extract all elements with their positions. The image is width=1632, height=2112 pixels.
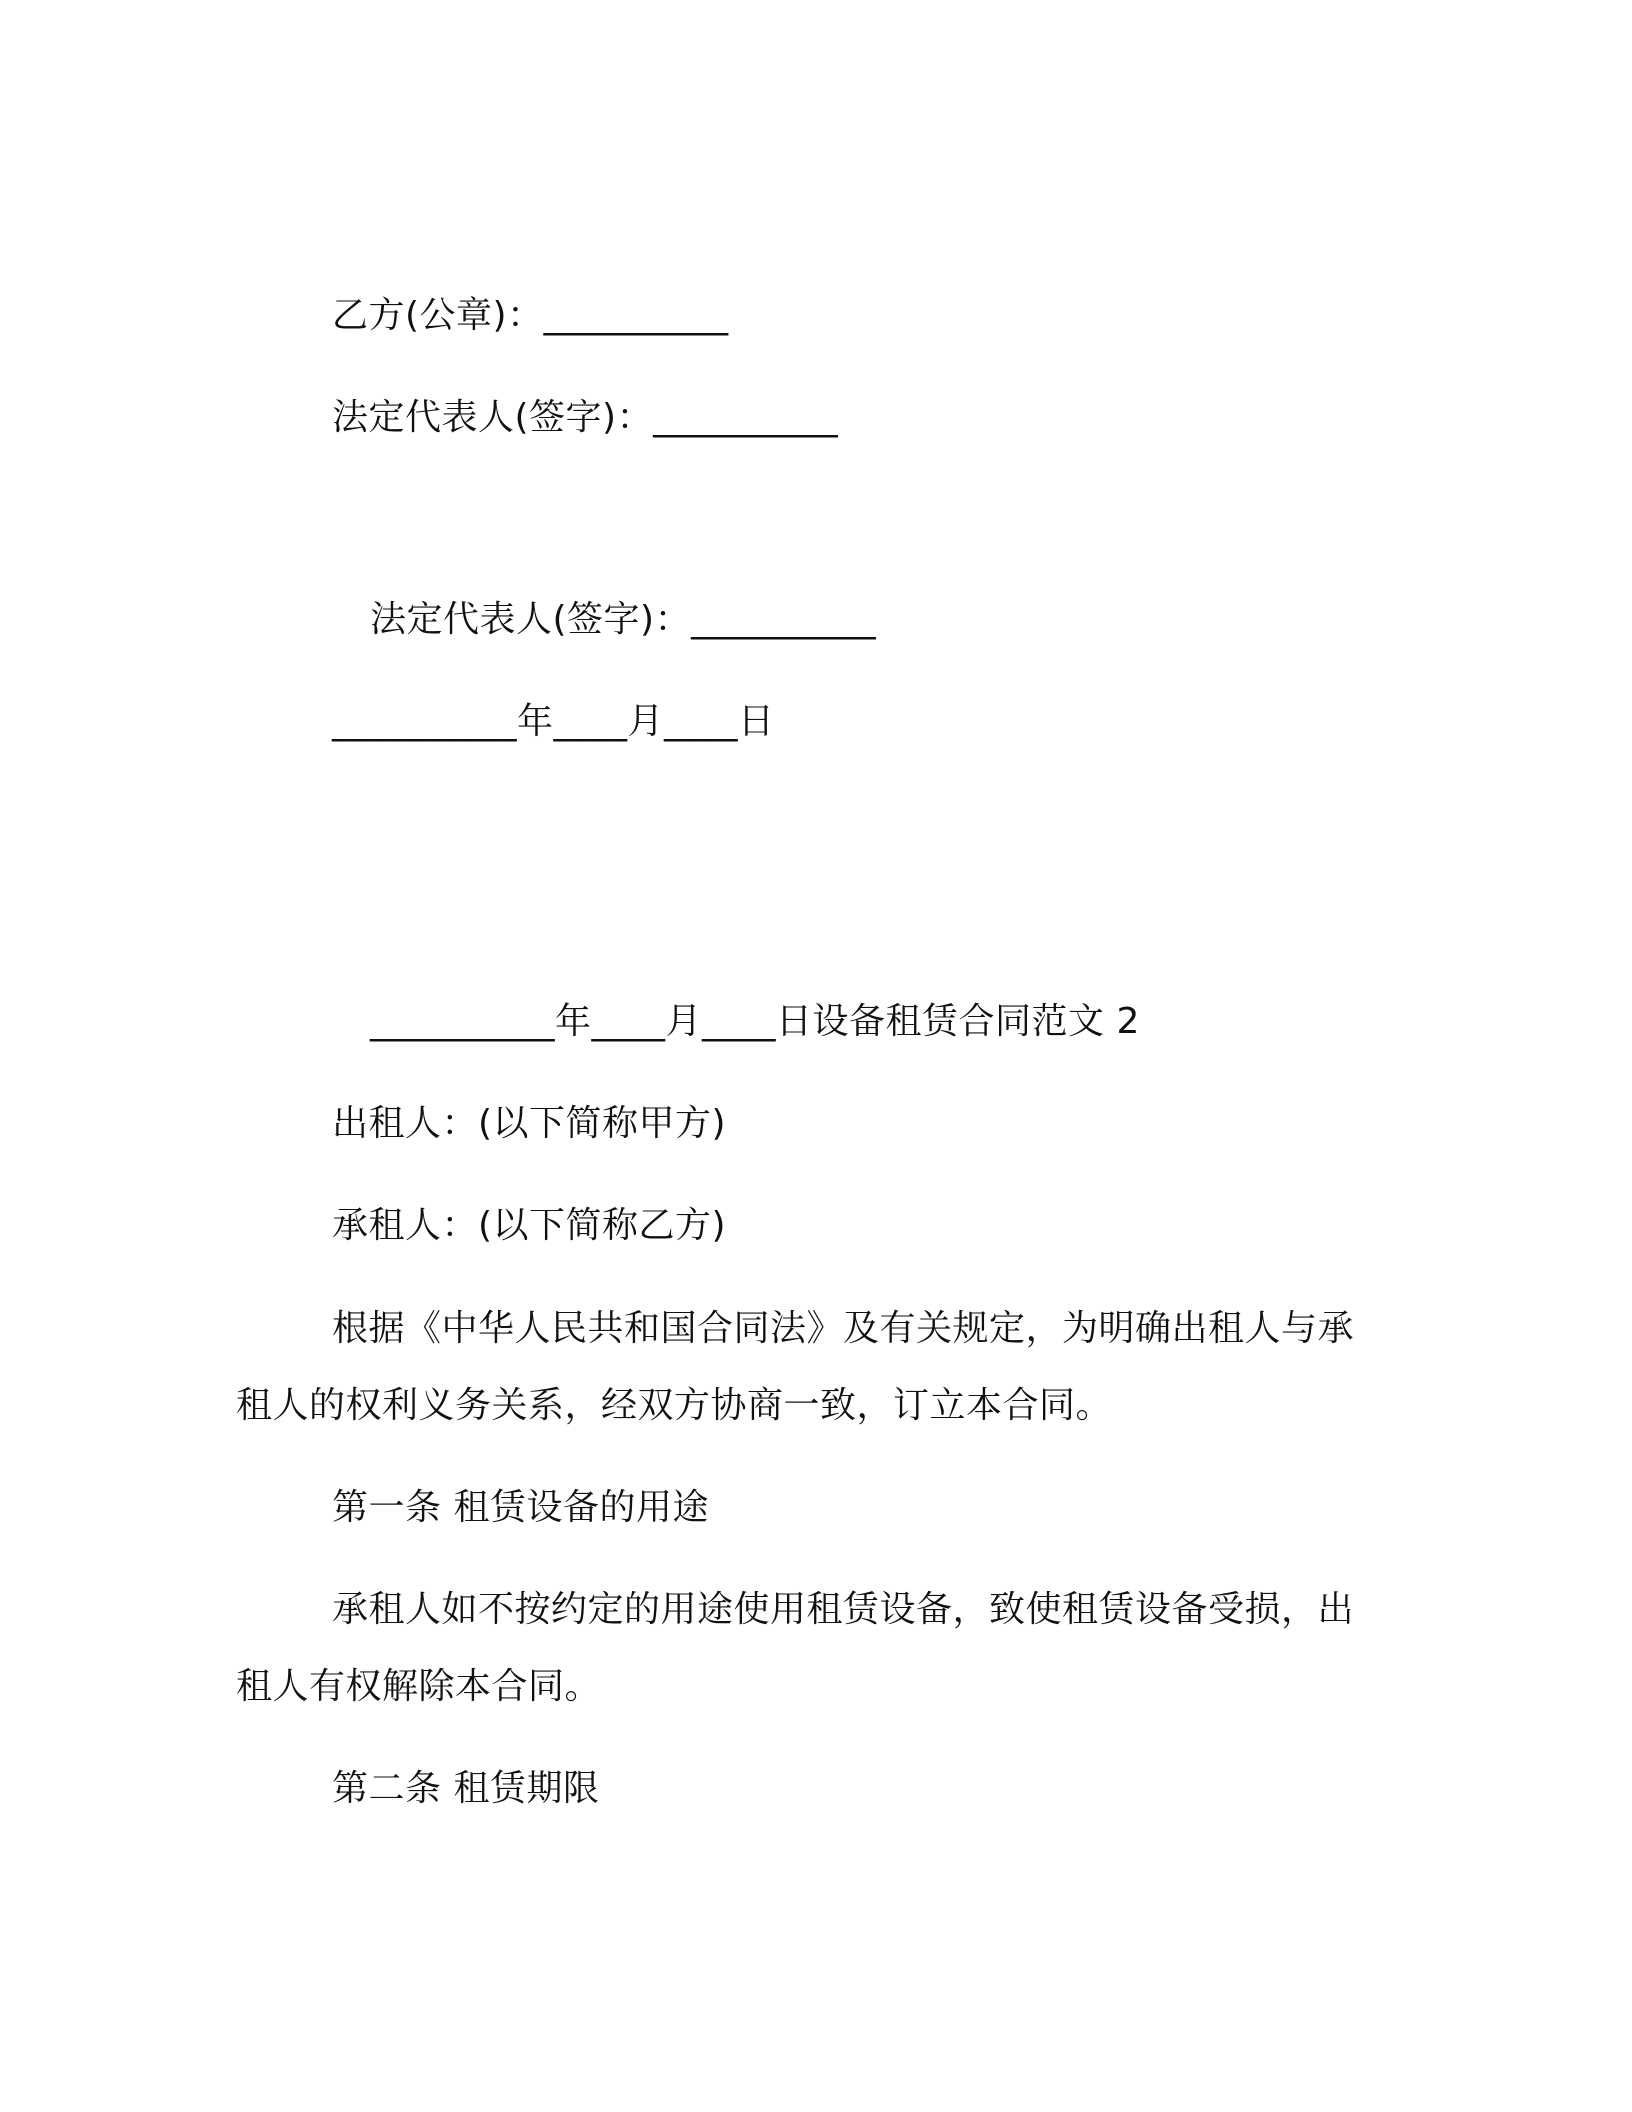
article-1-heading: 第一条 租赁设备的用途 — [332, 1487, 709, 1528]
date-line: __________年____月____日 — [332, 701, 775, 742]
article-2-heading: 第二条 租赁期限 — [332, 1768, 600, 1809]
intro-paragraph-line-2: 租人的权利义务关系，经双方协商一致，订立本合同。 — [236, 1385, 1113, 1426]
party-b-seal-line: 乙方(公章)：__________ — [332, 295, 729, 336]
lessor-line: 出租人：(以下简称甲方) — [332, 1103, 727, 1144]
lessee-line: 承租人：(以下简称乙方) — [332, 1205, 727, 1246]
contract-title: __________年____月____日设备租赁合同范文 2 — [370, 1001, 1140, 1042]
legal-rep-signature-line: 法定代表人(签字)：__________ — [332, 397, 839, 438]
legal-rep-signature-line-2: 法定代表人(签字)：__________ — [370, 599, 877, 640]
article-1-paragraph-line-2: 租人有权解除本合同。 — [236, 1666, 602, 1707]
article-1-paragraph-line-1: 承租人如不按约定的用途使用租赁设备，致使租赁设备受损，出 — [332, 1589, 1355, 1630]
intro-paragraph-line-1: 根据《中华人民共和国合同法》及有关规定，为明确出租人与承 — [332, 1308, 1355, 1349]
